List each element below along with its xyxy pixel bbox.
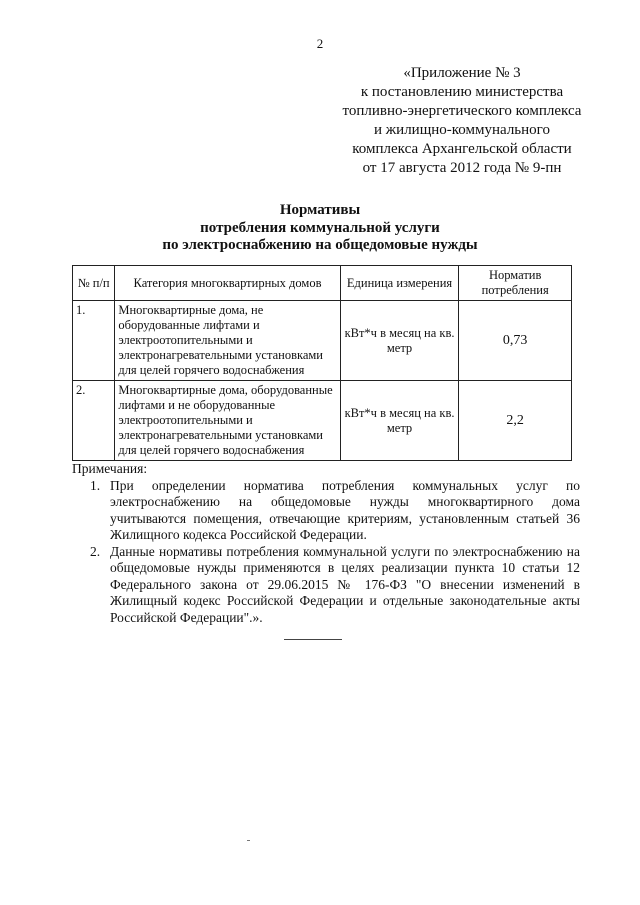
notes-section (72, 461, 580, 626)
note-number: 1. (90, 477, 101, 493)
table-row (73, 381, 572, 461)
appendix-line: комплекса Архангельской области (352, 141, 572, 157)
note-text: При определении норматива потребления коммунальных услуг по электроснабжению на общедомовые нужды многоквартирного дома учитываются помещения, отвечающие критериям, установленным статьей 36 Жилищного кодекса Российской Федерации. (110, 477, 580, 542)
document-title (0, 202, 640, 255)
separator-line (284, 639, 342, 640)
appendix-line: к постановлению министерства (360, 84, 564, 100)
row-norm: 0,73 (459, 301, 572, 381)
note-item (72, 478, 580, 544)
note-text: Данные нормативы потребления коммунальной услуги по электроснабжению на общедомовые нужды применяются в целях реализации пункта 10 статьи 12 Федерального закона от 29.06.2015 № 176-ФЗ "О внесении изменений в Жилищный кодекс Российской Федерации и отдельные законодательные акты Российской Федерации".». (110, 543, 580, 625)
row-unit: кВт*ч в месяц на кв. метр (340, 381, 459, 461)
header-norm: Норматив потребления (459, 266, 572, 301)
appendix-line: «Приложение № 3 (403, 65, 521, 81)
row-unit: кВт*ч в месяц на кв. метр (340, 301, 459, 381)
note-number: 2. (90, 543, 101, 559)
appendix-line: и жилищно-коммунального (374, 122, 550, 138)
appendix-header (312, 64, 612, 178)
header-category: Категория многоквартирных домов (115, 266, 340, 301)
notes-heading: Примечания: (72, 461, 148, 476)
title-line: Нормативы (279, 202, 361, 218)
title-line: потребления коммунальной услуги (200, 219, 440, 236)
row-number: 2. (73, 381, 115, 461)
row-category: Многоквартирные дома, не оборудованные лифтами и электроотопительными и электронагревательными установками для целей горячего водоснабжения (115, 301, 340, 381)
table-header-row (73, 266, 572, 301)
header-number: № п/п (73, 266, 115, 301)
row-number: 1. (73, 301, 115, 381)
title-line: по электроснабжению на общедомовые нужды (162, 237, 478, 253)
row-category: Многоквартирные дома, оборудованные лифтами и не оборудованные электроотопительными и электронагревательными установками для целей горячего водоснабжения (115, 381, 340, 461)
appendix-line: от 17 августа 2012 года № 9-пн (362, 160, 562, 176)
row-norm: 2,2 (459, 381, 572, 461)
note-item (72, 544, 580, 627)
table-row (73, 301, 572, 381)
appendix-line: топливно-энергетического комплекса (342, 103, 582, 119)
norms-table (72, 265, 572, 461)
page-number: 2 (316, 36, 324, 51)
scan-mark (247, 840, 250, 841)
header-unit: Единица измерения (340, 266, 459, 301)
